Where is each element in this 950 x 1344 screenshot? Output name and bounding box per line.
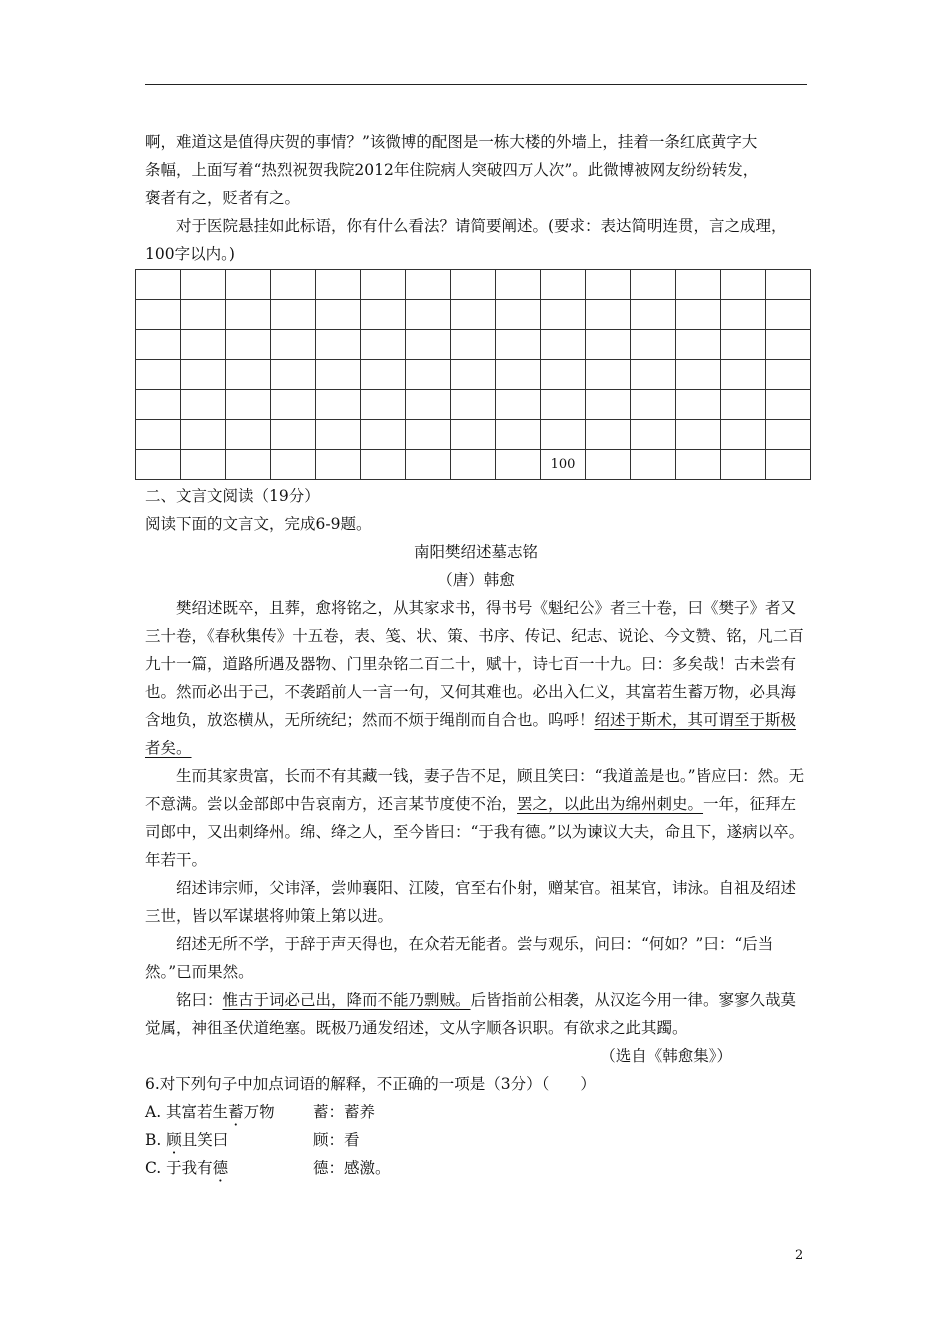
passage-title: 南阳樊绍述墓志铭 <box>413 543 538 561</box>
inscription-paragraph: 铭曰：惟古于词必己出，降而不能乃剽贼。后皆指前公相袭，从汉迄今用一律。寥寥久哉莫觉属，神徂圣伏道绝塞。既极乃通发绍述，文从字顺各识职。有欲求之此其躅。 <box>145 991 797 1037</box>
dotted-word: 顾 <box>166 1131 182 1149</box>
grid-count-mark: 100 <box>541 450 586 480</box>
underlined-sentence: 绍述于斯术，其可谓至于斯极者矣。 <box>145 711 797 757</box>
section-instruction: 阅读下面的文言文，完成6-9题。 <box>145 515 372 533</box>
intro-line: 条幅，上面写着“热烈祝贺我院2012年住院病人突破四万人次”。此微博被网友纷纷转发， <box>145 161 759 179</box>
classical-section <box>145 482 807 1182</box>
intro-block <box>145 128 807 268</box>
section-heading: 二、文言文阅读（19分） <box>145 487 320 505</box>
passage-paragraph: 绍述讳宗师，父讳泽，尝帅襄阳、江陵，官至右仆射，赠某官。祖某官，讳泳。自祖及绍述三世，皆以军谋堪将帅策上第以进。 <box>145 879 797 925</box>
option-c: C. 于我有德 德：感激。 <box>145 1154 807 1182</box>
option-a: A. 其富若生蓄万物 蓄：蓄养 <box>145 1098 807 1126</box>
dotted-word: 蓄 <box>228 1103 244 1121</box>
option-gloss: 德：感激。 <box>313 1159 391 1177</box>
header-rule <box>145 84 807 85</box>
passage-source: （选自《韩愈集》） <box>600 1047 732 1065</box>
underlined-sentence: 惟古于词必己出，降而不能乃剽贼。 <box>222 991 471 1009</box>
option-gloss: 蓄：蓄养 <box>313 1103 376 1121</box>
writing-task: 对于医院悬挂如此标语，你有什么看法？请简要阐述。(要求：表达简明连贯，言之成理，100字以内。) <box>145 217 787 263</box>
question-stem: 6.对下列句子中加点词语的解释，不正确的一项是（3分）（ ） <box>145 1075 596 1093</box>
passage-author: （唐）韩愈 <box>437 571 515 589</box>
option-gloss: 顾：看 <box>313 1131 360 1149</box>
passage-paragraph: 樊绍述既卒，且葬，愈将铭之，从其家求书，得书号《魁纪公》者三十卷，曰《樊子》者又三十卷，《春秋集传》十五卷，表、笺、状、策、书序、传记、纪志、说论、今文赞、铭，凡二百九十一篇，道路所遇及器物、门里杂铭二百二十，赋十，诗七百一十九。曰：多矣哉！古未尝有也。然而必出于己，不袭蹈前人一言一句，又何其难也。必出入仁义，其富若生蓄万物，必具海含地负，放恣横从，无所统纪；然而不烦于绳削而自合也。呜呼！绍述于斯术，其可谓至于斯极者矣。 <box>145 599 804 757</box>
answer-grid <box>135 269 811 480</box>
option-b: B. 顾且笑曰 顾：看 <box>145 1126 807 1154</box>
underlined-sentence: 罢之，以此出为绵州刺史。 <box>517 795 704 813</box>
passage-paragraph: 绍述无所不学，于辞于声天得也，在众若无能者。尝与观乐，问曰：“何如？”曰：“后当然。”已而果然。 <box>145 935 774 981</box>
dotted-word: 德 <box>212 1159 229 1177</box>
page-number: 2 <box>795 1248 804 1263</box>
intro-line: 啊，难道这是值得庆贺的事情？”该微博的配图是一栋大楼的外墙上，挂着一条红底黄字大 <box>145 133 758 151</box>
passage-paragraph: 生而其家贵富，长而不有其藏一钱，妻子告不足，顾且笑曰：“我道盖是也。”皆应曰：然。无不意满。尝以金部郎中告哀南方，还言某节度使不治，罢之，以此出为绵州刺史。一年，征拜左司郎中，又出刺绛州。绵、绛之人，至今皆曰：“于我有德。”以为谏议大夫，命且下，遂病以卒。年若干。 <box>145 767 805 869</box>
intro-line: 褒者有之，贬者有之。 <box>145 189 301 207</box>
